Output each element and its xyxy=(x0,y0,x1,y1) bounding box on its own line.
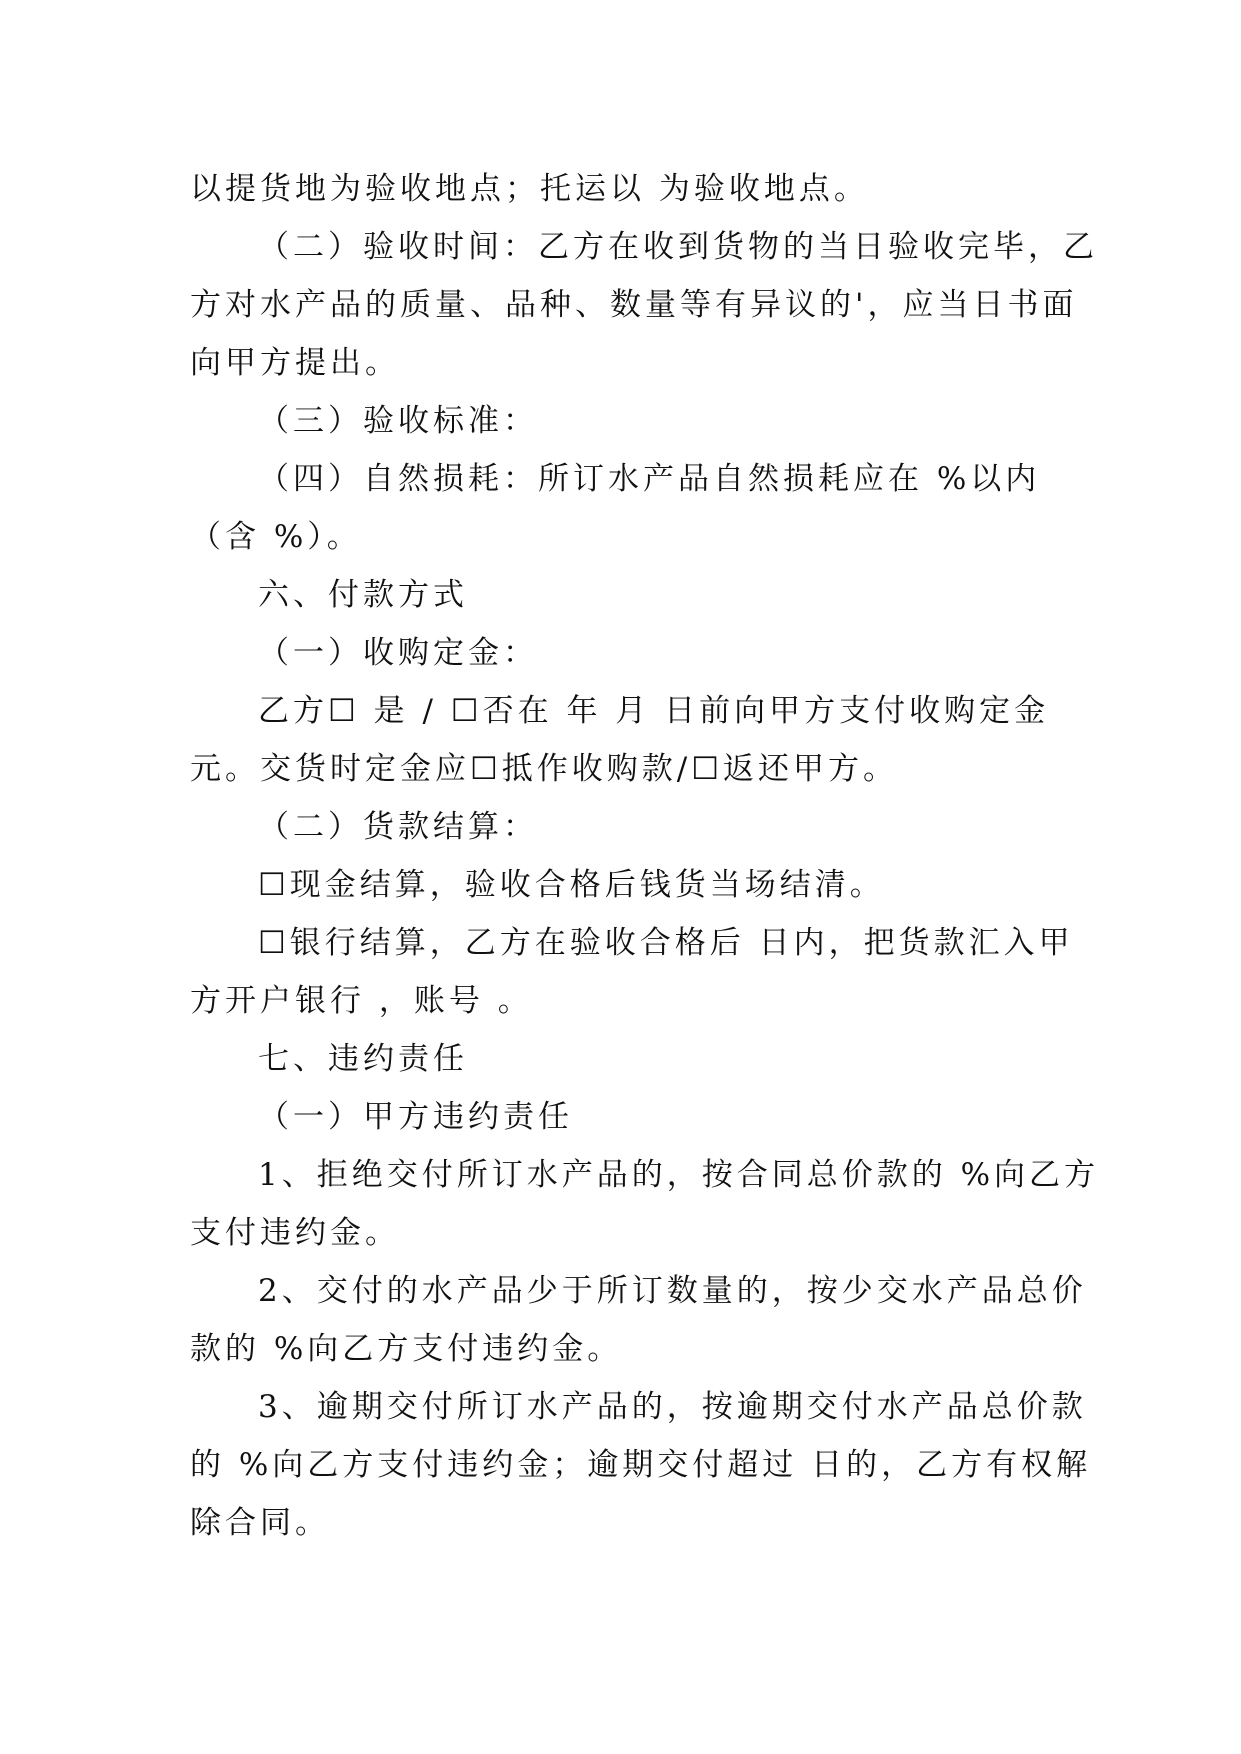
text-line: （三）验收标准： xyxy=(258,403,538,439)
text-line: （一）收购定金： xyxy=(258,635,538,671)
section-heading: 七、违约责任 xyxy=(258,1041,468,1077)
text-line: ☐现金结算，验收合格后钱货当场结清。 xyxy=(258,867,885,903)
text-line: 向甲方提出。 xyxy=(190,345,400,381)
text-line: 3、逾期交付所订水产品的，按逾期交付水产品总价款 xyxy=(258,1389,1087,1425)
text-line: 元。交货时定金应☐抵作收购款/☐返还甲方。 xyxy=(190,751,899,787)
text-line: 方开户银行 ，账号 。 xyxy=(190,983,533,1019)
text-line: 1、拒绝交付所订水产品的，按合同总价款的 %向乙方 xyxy=(258,1157,1100,1193)
text-line: （二）货款结算： xyxy=(258,809,538,845)
text-line: ☐银行结算，乙方在验收合格后 日内，把货款汇入甲 xyxy=(258,925,1074,961)
text-line: 以提货地为验收地点；托运以 为验收地点。 xyxy=(190,171,869,207)
text-line: 2、交付的水产品少于所订数量的，按少交水产品总价 xyxy=(258,1273,1087,1309)
document-body xyxy=(190,160,1100,1552)
text-line: （二）验收时间：乙方在收到货物的当日验收完毕，乙 xyxy=(258,229,1098,265)
text-line: 款的 %向乙方支付违约金。 xyxy=(190,1331,623,1367)
text-line: 乙方☐ 是 / ☐否在 年 月 日前向甲方支付收购定金 xyxy=(258,693,1050,729)
text-line: 的 %向乙方支付违约金；逾期交付超过 日的，乙方有权解 xyxy=(190,1447,1092,1483)
text-line: （含 %）。 xyxy=(190,519,362,555)
text-line: （一）甲方违约责任 xyxy=(258,1099,573,1135)
text-line: 除合同。 xyxy=(190,1505,330,1541)
section-heading: 六、付款方式 xyxy=(258,577,468,613)
text-line: （四）自然损耗：所订水产品自然损耗应在 %以内 xyxy=(258,461,1041,497)
text-line: 支付违约金。 xyxy=(190,1215,400,1251)
text-line: 方对水产品的质量、品种、数量等有异议的'，应当日书面 xyxy=(190,287,1078,323)
